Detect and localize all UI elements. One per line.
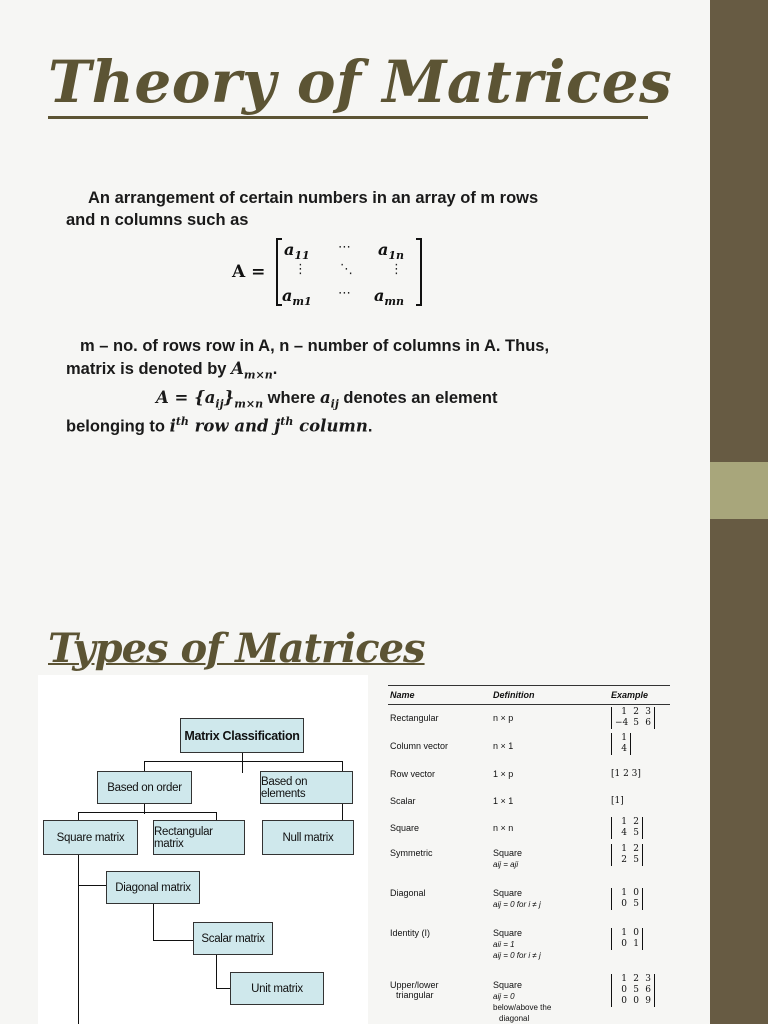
slide-title: Theory of Matrices [48, 48, 673, 116]
rows-line-2: matrix is denoted by $A_{m\times n}$. [66, 359, 278, 382]
connector [78, 855, 79, 1024]
vdots-left: ⋮ [294, 262, 307, 277]
connector [78, 812, 79, 820]
example-row-vector: [1 2 3] [611, 769, 641, 779]
right-sidebar-top [710, 0, 768, 462]
table-row: Scalar 1 × 1 [1] [388, 792, 670, 819]
connector [242, 753, 243, 773]
vdots-right: ⋮ [390, 262, 403, 277]
cell-am1: $a_{m1}$ [282, 286, 312, 309]
right-sidebar-slide2 [710, 575, 768, 1024]
node-rectangular-matrix: Rectangular matrix [153, 820, 245, 855]
example-symmetric: 1 2 2 5 [611, 844, 670, 882]
rows-line-1: m – no. of rows row in A, n – number of columns in A. Thus, [80, 337, 550, 355]
connector [144, 761, 342, 762]
table-row: Column vector n × 1 1 4 [388, 737, 670, 765]
table-row: Diagonal Square aij = 0 for i ≠ j 1 0 0 5 [388, 882, 670, 924]
node-null-matrix: Null matrix [262, 820, 354, 855]
header-name: Name [390, 690, 415, 700]
matrix-right-bracket [416, 238, 422, 306]
node-based-on-order: Based on order [97, 771, 192, 804]
example-identity: 1 0 0 1 [611, 928, 670, 972]
connector [216, 955, 217, 988]
table-header [388, 685, 670, 705]
table-row: Symmetric Square aij = aji 1 2 2 5 [388, 846, 670, 882]
node-scalar-matrix: Scalar matrix [193, 922, 273, 955]
matrix-types-table [388, 685, 670, 1022]
connector [216, 988, 230, 989]
example-column-vector: 1 4 [611, 733, 670, 765]
example-scalar: [1] [611, 796, 624, 806]
header-example: Example [611, 690, 649, 700]
slide-types-of-matrices [0, 575, 710, 1024]
table-row: Row vector 1 × p [1 2 3] [388, 765, 670, 792]
header-definition: Definition [493, 690, 535, 700]
connector [153, 940, 193, 941]
example-triangular: 1 2 3 0 5 6 0 0 9 [611, 974, 670, 1022]
connector [78, 812, 216, 813]
table-row: Upper/lower triangular Square aij = 0 below/above the diagonal 1 2 3 0 5 6 0 0 9 [388, 972, 670, 1022]
ddots-center: ⋱ [340, 262, 353, 277]
connector [153, 904, 154, 940]
connector [342, 804, 343, 820]
definition-line: $A = \{a_{ij}\}_{m\times n}$ where $a_{ij}$ denotes an element [156, 388, 498, 411]
belonging-line: belonging to $i^{th}$ row and $j^{th}$ column. [66, 415, 373, 436]
example-diagonal: 1 0 0 5 [611, 888, 670, 924]
node-unit-matrix: Unit matrix [230, 972, 324, 1005]
table-row: Identity (I) Square aii = 1 aij = 0 for i ≠ j 1 0 0 1 [388, 924, 670, 972]
general-matrix [232, 238, 432, 310]
connector [216, 812, 217, 820]
cell-a11: $a_{11}$ [284, 240, 310, 263]
hdots-bottom: ⋯ [338, 286, 351, 301]
classification-diagram [38, 675, 368, 1024]
example-rectangular: 1 2 3 −4 5 6 [611, 707, 670, 737]
intro-line-2: and n columns such as [66, 211, 249, 229]
node-matrix-classification: Matrix Classification [180, 718, 304, 753]
cell-a1n: $a_{1n}$ [378, 240, 405, 263]
slide-title-types: Types of Matrices [48, 625, 425, 672]
title-underline [48, 116, 648, 119]
right-sidebar-bottom [710, 519, 768, 575]
node-diagonal-matrix: Diagonal matrix [106, 871, 200, 904]
hdots-top: ⋯ [338, 240, 351, 255]
intro-line-1: An arrangement of certain numbers in an array of m rows [88, 189, 539, 207]
right-sidebar-accent [710, 462, 768, 519]
node-square-matrix: Square matrix [43, 820, 138, 855]
connector [78, 885, 106, 886]
node-based-on-elements: Based on elements [260, 771, 353, 804]
table-row: Rectangular n × p 1 2 3 −4 5 6 [388, 705, 670, 737]
cell-amn: $a_{mn}$ [374, 286, 405, 309]
matrix-lhs: A = [232, 262, 266, 282]
table-row: Square n × n 1 2 4 5 [388, 819, 670, 846]
example-square: 1 2 4 5 [611, 817, 670, 846]
